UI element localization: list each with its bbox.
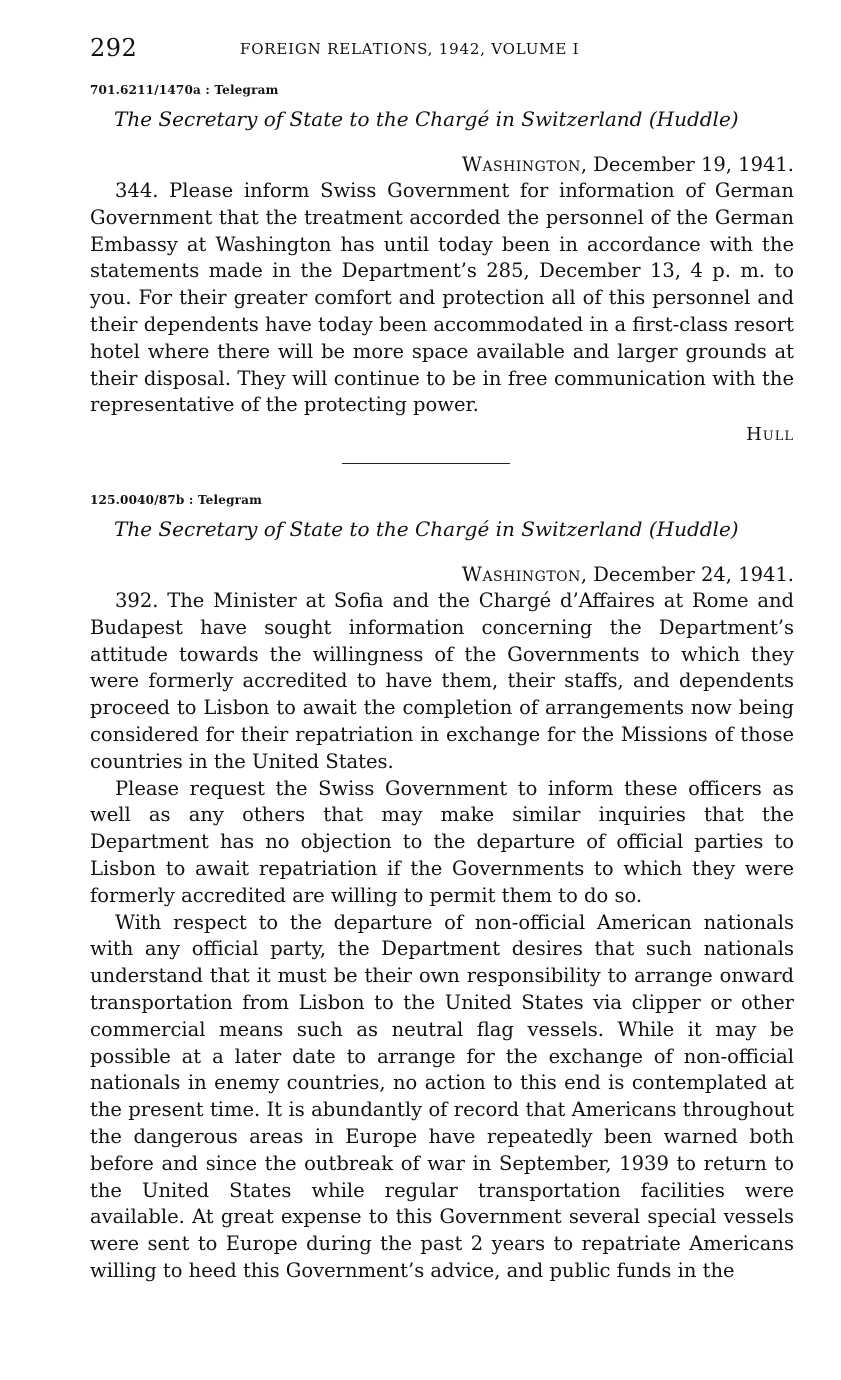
heading-recipient: (Huddle) bbox=[648, 517, 739, 541]
dateline-place: Washington bbox=[461, 563, 581, 586]
telegram-document-392 bbox=[90, 492, 794, 1285]
running-head bbox=[90, 34, 794, 62]
dateline bbox=[90, 562, 794, 588]
file-reference: 701.6211/1470a : Telegram bbox=[90, 83, 279, 97]
running-title: FOREIGN RELATIONS, 1942, VOLUME I bbox=[240, 40, 580, 58]
file-reference: 125.0040/87b : Telegram bbox=[90, 493, 263, 507]
body-paragraph: With respect to the departure of non-official American nationals with any official party, the Department desires that such nationals understand that it must be their own responsibility to arrange onward transportation from Lisbon to the United States via clipper or other commercial means such as neutral flag vessels. While it may be possible at a later date to arrange for the exchange of non-official nationals in enemy countries, no action to this end is contemplated at the present time. It is abundantly of record that Americans throughout the dangerous areas in Europe have repeatedly been warned both before and since the outbreak of war in September, 1939 to return to the United States while regular transportation facilities were available. At great expense to this Government several special vessels were sent to Europe during the past 2 years to repatriate Americans willing to heed this Government’s advice, and public funds in the bbox=[90, 910, 794, 1282]
body-paragraph: 344. Please inform Swiss Government for information of German Government that the treatment accorded the personnel of the German Embassy at Washington has until today been in accordance with the statements made in the Department’s 285, December 13, 4 p. m. to you. For their greater comfort and protection all of this personnel and their dependents have today been accommodated in a first-class resort hotel where there will be more space available and larger grounds at their disposal. They will continue to be in free communication with the representative of the protecting power. bbox=[90, 179, 794, 417]
document-heading bbox=[90, 516, 794, 542]
dateline bbox=[90, 152, 794, 178]
dateline-place: Washington bbox=[461, 153, 581, 176]
dateline-date: , December 19, 1941. bbox=[580, 153, 794, 176]
section-divider bbox=[342, 463, 510, 464]
body-paragraph: 392. The Minister at Sofia and the Chargé d’Affaires at Rome and Budapest have sought information concerning the Department’s attitude towards the willingness of the Governments to which they were formerly accredited to have them, their staffs, and dependents proceed to Lisbon to await the completion of arrangements now being considered for their repatriation in exchange for the Missions of those countries in the United States. bbox=[90, 589, 794, 773]
heading-recipient: (Huddle) bbox=[648, 107, 739, 131]
heading-title: The Secretary of State to the Chargé in Switzerland bbox=[114, 517, 643, 541]
telegram-document-344 bbox=[90, 82, 794, 447]
heading-title: The Secretary of State to the Chargé in Switzerland bbox=[114, 107, 643, 131]
body-paragraph: Please request the Swiss Government to inform these officers as well as any others that may make similar inquiries that the Department has no objection to the departure of official parties to Lisbon to await repatriation if the Governments to which they were formerly accredited are willing to permit them to do so. bbox=[90, 776, 794, 907]
page-number: 292 bbox=[90, 34, 138, 62]
signature: Hull bbox=[746, 424, 794, 446]
document-heading bbox=[90, 106, 794, 132]
dateline-date: , December 24, 1941. bbox=[580, 563, 794, 586]
